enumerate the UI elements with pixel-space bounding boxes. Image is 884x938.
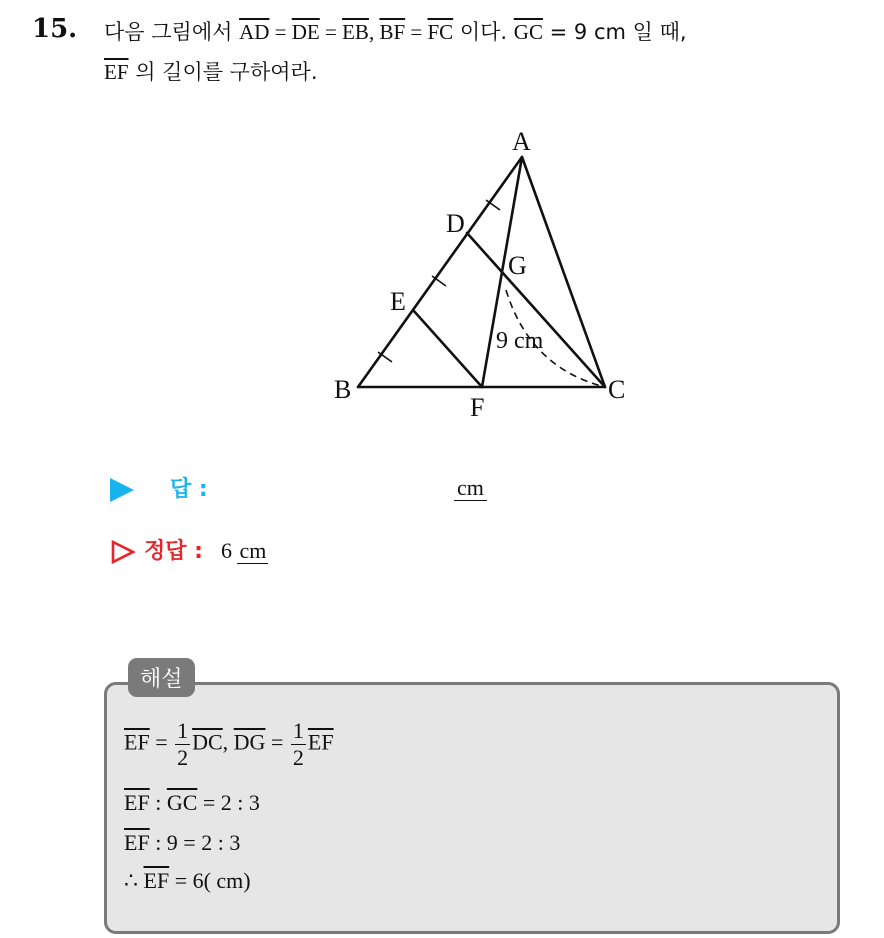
solution-line-1 xyxy=(124,718,334,771)
segment-dc xyxy=(467,233,605,387)
segment-gc: $\overline{GC}$ xyxy=(166,790,198,815)
segment-eb: $\overline{EB}$ xyxy=(342,20,369,44)
segment-ef: $\overline{EF}$ xyxy=(104,60,129,84)
q-text: = xyxy=(269,20,292,44)
segment-fc: $\overline{FC}$ xyxy=(427,20,454,44)
q-text: = 9 cm 일 때, xyxy=(542,20,687,44)
denominator: 2 xyxy=(292,745,304,770)
sol-text: = 2 : 3 xyxy=(197,790,260,815)
question-number: 15. xyxy=(32,14,78,44)
play-triangle-icon xyxy=(110,478,134,502)
answer-row xyxy=(110,472,208,503)
numerator: 1 xyxy=(177,718,189,743)
triangle-figure xyxy=(300,120,660,430)
denominator: 2 xyxy=(177,745,189,770)
answer-label: 답 : xyxy=(170,477,208,502)
correct-unit: cm xyxy=(239,538,267,563)
q-text: 이다. xyxy=(453,20,514,44)
correct-answer-label: 정답 : xyxy=(144,539,203,564)
segment-dc: $\overline{DC}$ xyxy=(192,729,223,755)
numerator: 1 xyxy=(292,718,304,743)
sol-text: : xyxy=(149,790,167,815)
label-g: G xyxy=(508,251,527,280)
segment-ef: $\overline{EF}$ xyxy=(143,868,170,893)
segment-ef-line xyxy=(413,310,482,387)
label-d: D xyxy=(446,209,465,238)
segment-dg: $\overline{DG}$ xyxy=(233,729,266,755)
solution-tag: 해설 xyxy=(128,658,195,697)
solution-line-4 xyxy=(124,868,251,894)
question-text-line1 xyxy=(104,16,687,46)
label-b: B xyxy=(334,375,352,404)
q-text: 다음 그림에서 xyxy=(104,20,240,44)
label-c: C xyxy=(608,375,626,404)
segment-ef: $\overline{EF}$ xyxy=(124,790,150,815)
solution-line-3 xyxy=(124,830,240,856)
label-e: E xyxy=(390,287,406,316)
label-f: F xyxy=(470,393,485,422)
fraction xyxy=(175,718,190,771)
sol-text: = 6( cm) xyxy=(169,868,251,893)
solution-line-2 xyxy=(124,790,260,816)
sol-text: = xyxy=(149,729,174,755)
correct-answer-value xyxy=(221,538,268,563)
sol-text: = xyxy=(265,729,289,755)
q-text: = xyxy=(319,20,343,44)
correct-value: 6 xyxy=(220,538,232,563)
segment-gc: $\overline{GC}$ xyxy=(513,20,543,44)
segment-bf: $\overline{BF}$ xyxy=(379,20,406,44)
sol-text: : 9 = 2 : 3 xyxy=(149,830,241,855)
label-a: A xyxy=(512,127,531,156)
segment-ef: $\overline{EF}$ xyxy=(307,729,334,755)
length-label: 9 cm xyxy=(496,328,544,354)
fraction xyxy=(291,718,306,771)
segment-ef: $\overline{EF}$ xyxy=(124,729,150,755)
segment-ad: $\overline{AD}$ xyxy=(239,20,270,44)
therefore-symbol: ∴ xyxy=(124,868,144,893)
correct-answer-row xyxy=(110,534,268,565)
q-text: , xyxy=(368,20,380,44)
answer-input[interactable]: cm xyxy=(454,476,487,501)
sol-text: , xyxy=(222,729,234,755)
outline-triangle-icon xyxy=(110,539,136,565)
segment-ef: $\overline{EF}$ xyxy=(124,830,150,855)
q-text: 의 길이를 구하여라. xyxy=(128,60,318,84)
question-text-line2 xyxy=(104,56,318,86)
q-text: = xyxy=(405,20,428,44)
segment-de: $\overline{DE}$ xyxy=(291,20,320,44)
